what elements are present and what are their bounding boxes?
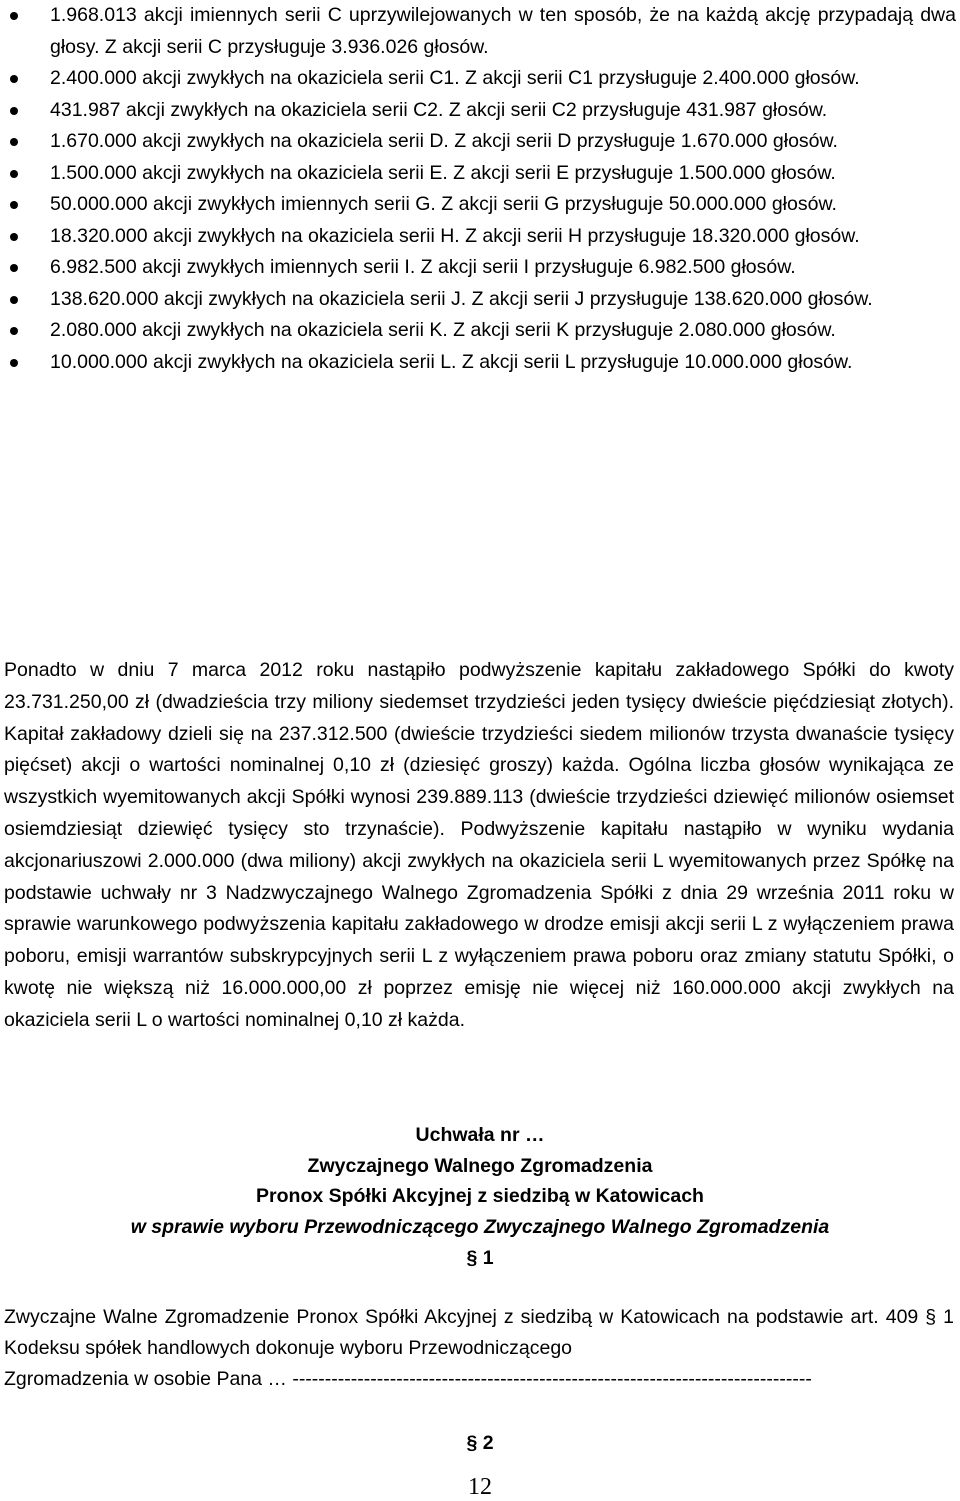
list-item: 18.320.000 akcji zwykłych na okaziciela serii H. Z akcji serii H przysługuje 18.320.000 głosów. bbox=[0, 221, 960, 253]
bullet-icon bbox=[10, 327, 18, 335]
bullet-icon bbox=[10, 138, 18, 146]
section-1-text bbox=[4, 1302, 954, 1395]
bullet-icon bbox=[10, 170, 18, 178]
capital-increase-paragraph: Ponadto w dniu 7 marca 2012 roku nastąpiło podwyższenie kapitału zakładowego Spółki do kwoty 23.731.250,00 zł (dwadzieścia trzy miliony siedemset trzydzieści jeden tysięcy dwieście pięćdziesiąt złotych). Kapitał zakładowy dzieli się na 237.312.500 (dwieście trzydzieści siedem milionów trzysta dwanaście tysięcy pięćset) akcji o wartości nominalnej 0,10 zł (dziesięć groszy) każda. Ogólna liczba głosów wynikająca ze wszystkich wyemitowanych akcji Spółki wynosi 239.889.113 (dwieście trzydzieści dziewięć milionów osiemset osiemdziesiąt dziewięć tysięcy sto trzynaście). Podwyższenie kapitału nastąpiło w wyniku wydania akcjonariuszowi 2.000.000 (dwa miliony) akcji zwykłych na okaziciela serii L wyemitowanych przez Spółkę na podstawie uchwały nr 3 Nadzwyczajnego Walnego Zgromadzenia Spółki z dnia 29 września 2011 roku w sprawie warunkowego podwyższenia kapitału zakładowego w drodze emisji akcji serii L z wyłączeniem prawa poboru, emisji warrantów subskrypcyjnych serii L z wyłączeniem prawa poboru oraz zmiany statutu Spółki, o kwotę nie większą niż 16.000.000,00 zł poprzez emisję nie więcej niż 160.000.000 akcji zwykłych na okaziciela serii L o wartości nominalnej 0,10 zł każda. bbox=[4, 659, 954, 1031]
list-item: 1.968.013 akcji imiennych serii C uprzywilejowanych w ten sposób, że na każdą akcję przypadają dwa głosy. Z akcji serii C przysługuje 3.936.026 głosów. bbox=[0, 0, 960, 63]
bullet-icon bbox=[10, 264, 18, 272]
bullet-icon bbox=[10, 201, 18, 209]
share-series-list bbox=[0, 0, 960, 378]
section-2-heading: § 2 bbox=[466, 1432, 494, 1454]
list-item: 431.987 akcji zwykłych na okaziciela serii C2. Z akcji serii C2 przysługuje 431.987 głosów. bbox=[0, 95, 960, 127]
bullet-icon bbox=[10, 359, 18, 367]
list-item: 1.670.000 akcji zwykłych na okaziciela serii D. Z akcji serii D przysługuje 1.670.000 głosów. bbox=[0, 126, 960, 158]
list-item: 10.000.000 akcji zwykłych na okaziciela serii L. Z akcji serii L przysługuje 10.000.000 głosów. bbox=[0, 347, 960, 379]
list-item: 138.620.000 akcji zwykłych na okaziciela serii J. Z akcji serii J przysługuje 138.620.000 głosów. bbox=[0, 284, 960, 316]
bullet-icon bbox=[10, 75, 18, 83]
bullet-icon bbox=[10, 296, 18, 304]
list-item: 2.400.000 akcji zwykłych na okaziciela serii C1. Z akcji serii C1 przysługuje 2.400.000 głosów. bbox=[0, 63, 960, 95]
list-item: 1.500.000 akcji zwykłych na okaziciela serii E. Z akcji serii E przysługuje 1.500.000 głosów. bbox=[0, 158, 960, 190]
list-item: 2.080.000 akcji zwykłych na okaziciela serii K. Z akcji serii K przysługuje 2.080.000 głosów. bbox=[0, 315, 960, 347]
resolution-subject: w sprawie wyboru Przewodniczącego Zwyczajnego Walnego Zgromadzenia bbox=[130, 1215, 830, 1238]
section-1-last-line: Zgromadzenia w osobie Pana … -------------------------------------------------------------------------------- bbox=[4, 1368, 812, 1390]
bullet-icon bbox=[10, 12, 18, 20]
list-item: 50.000.000 akcji zwykłych imiennych serii G. Z akcji serii G przysługuje 50.000.000 głosów. bbox=[0, 189, 960, 221]
bullet-icon bbox=[10, 233, 18, 241]
resolution-number: Uchwała nr … bbox=[415, 1124, 545, 1146]
section-1-heading: § 1 bbox=[466, 1247, 494, 1269]
resolution-heading bbox=[0, 1120, 960, 1242]
section-1-body: Zwyczajne Walne Zgromadzenie Pronox Spółki Akcyjnej z siedzibą w Katowicach na podstawie art. 409 § 1 Kodeksu spółek handlowych dokonuje wyboru Przewodniczącego bbox=[4, 1306, 954, 1359]
company-name: Pronox Spółki Akcyjnej z siedzibą w Katowicach bbox=[256, 1185, 704, 1207]
list-item: 6.982.500 akcji zwykłych imiennych serii I. Z akcji serii I przysługuje 6.982.500 głosów. bbox=[0, 252, 960, 284]
bullet-icon bbox=[10, 107, 18, 115]
page-number: 12 bbox=[468, 1474, 492, 1500]
resolution-body-name: Zwyczajnego Walnego Zgromadzenia bbox=[307, 1154, 653, 1177]
